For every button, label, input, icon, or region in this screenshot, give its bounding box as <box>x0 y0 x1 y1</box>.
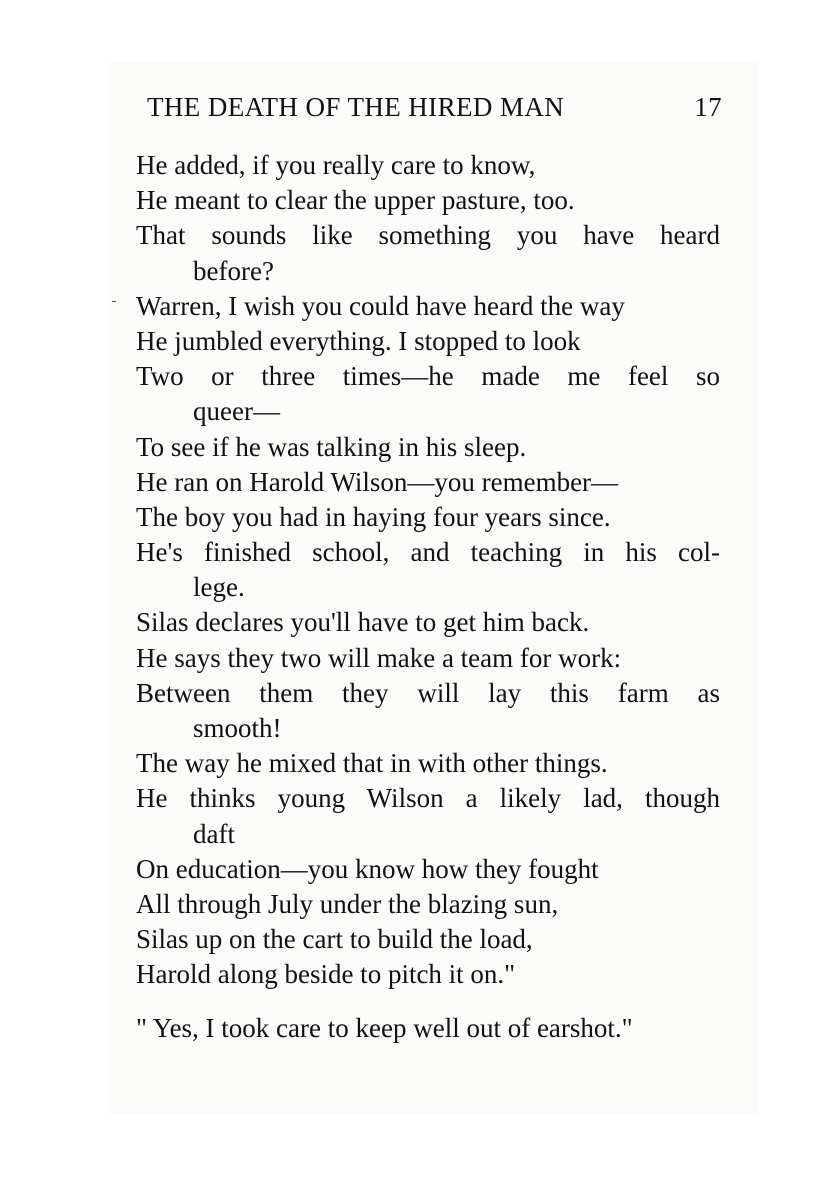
poem-line: To see if he was talking in his sleep. <box>136 431 527 462</box>
margin-mark <box>112 301 116 302</box>
poem-line: The boy you had in haying four years since. <box>136 501 611 532</box>
poem-line: He thinks young Wilson a likely lad, though <box>136 783 720 814</box>
poem-line: He added, if you really care to know, <box>136 150 536 180</box>
poem-line-continuation: queer— <box>193 396 280 427</box>
poem-line: He says they two will make a team for work: <box>136 642 622 673</box>
poem-line-continuation: daft <box>193 818 235 849</box>
page-number: 17 <box>694 92 722 122</box>
poem-line: All through July under the blazing sun, <box>136 888 559 919</box>
poem-line-continuation: smooth! <box>193 713 282 743</box>
poem-line: Silas declares you'll have to get him back. <box>136 607 590 638</box>
poem-line: Two or three times—he made me feel so <box>136 361 720 392</box>
poem-line: Between them they will lay this farm as <box>136 677 720 708</box>
poem-line: He's finished school, and teaching in his col- <box>136 537 720 568</box>
poem-line: He jumbled everything. I stopped to look <box>136 325 581 356</box>
poem-line: Warren, I wish you could have heard the way <box>136 290 625 321</box>
poem-line: He meant to clear the upper pasture, too. <box>136 185 575 216</box>
running-title: THE DEATH OF THE HIRED MAN <box>147 92 565 122</box>
running-header <box>147 92 722 128</box>
poem-line-continuation: lege. <box>193 572 245 603</box>
poem-line: He ran on Harold Wilson—you remember— <box>136 466 619 497</box>
poem-line: On education—you know how they fought <box>136 853 599 884</box>
poem-line: The way he mixed that in with other things. <box>136 748 608 779</box>
poem-line: Harold along beside to pitch it on." <box>136 959 516 990</box>
poem-line-continuation: before? <box>193 255 274 286</box>
poem-final-line: " Yes, I took care to keep well out of earshot." <box>136 1012 633 1043</box>
stanza-gap <box>136 993 720 1011</box>
poem-line: That sounds like something you have heard <box>136 220 720 251</box>
poem-text <box>136 148 720 1046</box>
poem-line: Silas up on the cart to build the load, <box>136 924 533 955</box>
